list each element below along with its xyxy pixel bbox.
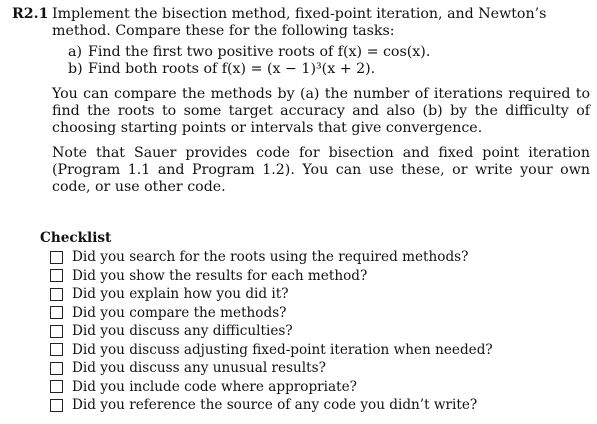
checkbox[interactable] xyxy=(50,251,63,264)
checklist-item-text: Did you reference the source of any code you didn’t write? xyxy=(72,397,478,414)
checklist-item xyxy=(50,396,580,415)
checkbox[interactable] xyxy=(50,288,63,301)
checklist-item-text: Did you discuss adjusting fixed-point iteration when needed? xyxy=(72,341,493,358)
problem-block xyxy=(12,6,590,196)
checklist-item xyxy=(50,248,580,267)
task-label: a) xyxy=(68,44,82,60)
problem-intro-line2: method. Compare these for the following tasks: xyxy=(52,23,395,39)
task-item xyxy=(68,44,590,61)
checklist-item xyxy=(50,341,580,360)
checklist-item-text: Did you include code where appropriate? xyxy=(72,378,357,395)
checklist-item xyxy=(50,304,580,323)
task-label: b) xyxy=(68,61,83,77)
checkbox[interactable] xyxy=(50,380,63,393)
checklist-item xyxy=(50,322,580,341)
checklist-item-text: Did you discuss any unusual results? xyxy=(72,360,326,377)
checklist-item xyxy=(50,359,580,378)
checkbox[interactable] xyxy=(50,399,63,412)
checklist-item xyxy=(50,378,580,397)
task-list xyxy=(68,44,590,78)
problem-header xyxy=(12,6,590,40)
code-note-paragraph: Note that Sauer provides code for bisection and fixed point iteration (Program 1.1 and Program 1.2). You can use these, or write your own code, or use other code. xyxy=(52,145,590,195)
checklist-item-text: Did you discuss any difficulties? xyxy=(72,323,293,340)
problem-intro-line1: Implement the bisection method, fixed-point iteration, and Newton’s xyxy=(52,6,547,22)
checklist-item xyxy=(50,267,580,286)
checkbox[interactable] xyxy=(50,343,63,356)
checklist-item-text: Did you show the results for each method? xyxy=(72,267,368,284)
checklist xyxy=(40,230,580,415)
checklist-item-text: Did you search for the roots using the required methods? xyxy=(72,249,469,266)
problem-number: R2.1 xyxy=(12,6,49,22)
checklist-item xyxy=(50,285,580,304)
checklist-title: Checklist xyxy=(40,230,112,246)
checkbox[interactable] xyxy=(50,325,63,338)
checkbox[interactable] xyxy=(50,269,63,282)
problem-intro xyxy=(52,6,590,40)
checklist-item-text: Did you compare the methods? xyxy=(72,304,287,321)
comparison-paragraph: You can compare the methods by (a) the number of iterations required to find the roots to some target accuracy and also (b) by the difficulty of choosing starting points or intervals that give convergence. xyxy=(52,86,590,136)
checkbox[interactable] xyxy=(50,306,63,319)
checkbox[interactable] xyxy=(50,362,63,375)
task-text: Find both roots of f(x) = (x − 1)³(x + 2). xyxy=(88,61,376,77)
task-text: Find the first two positive roots of f(x) = cos(x). xyxy=(88,44,431,60)
checklist-item-text: Did you explain how you did it? xyxy=(72,286,289,303)
task-item xyxy=(68,61,590,78)
